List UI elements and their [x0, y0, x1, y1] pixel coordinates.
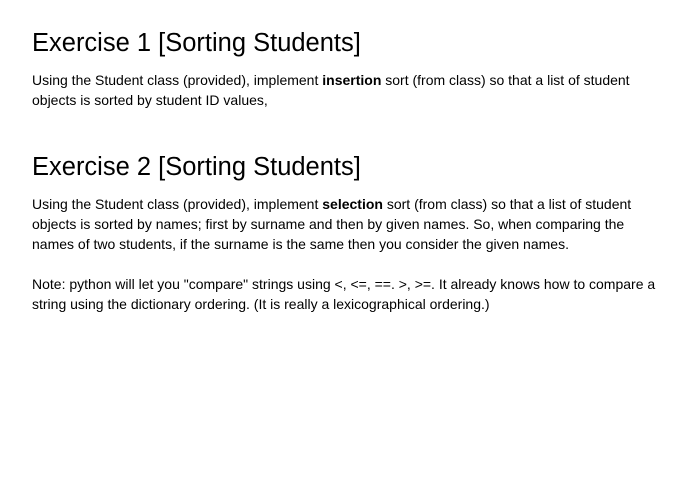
exercise-2-description [32, 194, 657, 254]
document-page [32, 26, 657, 314]
exercise-1-heading: Exercise 1 [Sorting Students] [32, 29, 361, 57]
exercise-2-text-before: Using the Student class (provided), implement [32, 196, 323, 212]
exercise-1-text-after: sort (from class) so that a list of student objects is sorted by student ID values, [32, 72, 630, 108]
exercise-2-keyword: selection [322, 196, 383, 212]
exercise-2-heading: Exercise 2 [Sorting Students] [32, 153, 361, 181]
exercise-1-description [32, 70, 657, 110]
exercise-2-text-after: sort (from class) so that a list of student objects is sorted by names; first by surname and then by given names. So, when comparing the names of two students, if the surname is the same then you consider the given names. [32, 196, 632, 252]
exercise-1-text-before: Using the Student class (provided), implement [32, 72, 323, 88]
exercise-2-note: Note: python will let you "compare" strings using <, <=, ==. >, >=. It already knows how to compare a string using the dictionary ordering. (It is really a lexicographical ordering.) [32, 276, 656, 312]
exercise-1-keyword: insertion [322, 72, 382, 88]
